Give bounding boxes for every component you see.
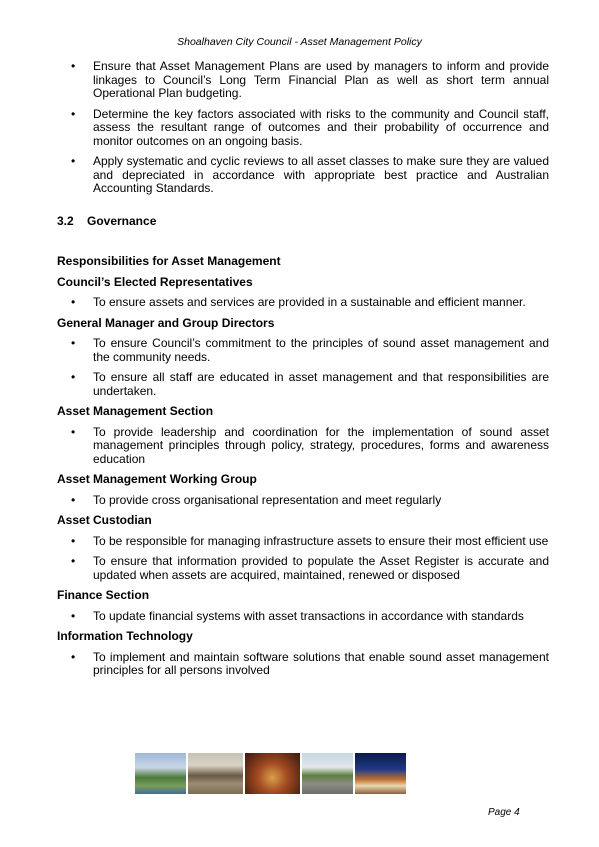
bullet-icon: • — [71, 492, 76, 507]
group-elected-representatives — [57, 276, 549, 310]
group-title: Asset Management Section — [57, 404, 214, 418]
photo-building-image — [188, 753, 243, 794]
page-content — [57, 60, 549, 685]
group-title: Council’s Elected Representatives — [57, 274, 253, 289]
page-number: Page 4 — [488, 807, 520, 818]
bullet-icon: • — [71, 424, 76, 439]
bullet-icon: • — [71, 554, 76, 568]
group-working-group — [57, 473, 549, 507]
intro-bullet-list — [57, 60, 549, 196]
section-title — [57, 215, 549, 229]
list-item: • To ensure Council’s commitment to the principles of sound asset management and the community needs. — [71, 336, 549, 364]
group-general-manager — [57, 317, 549, 399]
list-item: • To be responsible for managing infrastructure assets to ensure their most efficient use — [71, 533, 549, 548]
bullet-icon: • — [71, 106, 76, 121]
list-item: • To ensure assets and services are provided in a sustainable and efficient manner. — [71, 295, 526, 309]
list-item: • Apply systematic and cyclic reviews to all asset classes to make sure they are valued and depreciated in accordance with appropriate best practice and Australian Accounting Standards. — [71, 154, 549, 195]
photo-road-image — [302, 753, 353, 794]
list-item: • To update financial systems with asset transactions in accordance with standards — [71, 608, 524, 623]
list-item: • To provide leadership and coordination for the implementation of sound asset management principles through policy, strategy, procedures, forms and awareness education — [71, 424, 549, 466]
group-finance-section — [57, 589, 549, 623]
bullet-icon: • — [71, 608, 76, 623]
bullet-icon: • — [71, 336, 76, 350]
list-item: • To provide cross organisational representation and meet regularly — [71, 492, 442, 507]
list-item: • To ensure all staff are educated in asset management and that responsibilities are undertaken. — [71, 370, 549, 398]
group-title: Information Technology — [57, 629, 193, 643]
page-header: Shoalhaven City Council - Asset Management Policy — [177, 36, 422, 48]
group-asset-management-section — [57, 405, 549, 466]
group-asset-custodian — [57, 514, 549, 582]
bullet-icon: • — [71, 533, 76, 548]
photo-chamber-image — [245, 753, 300, 794]
group-title: Asset Custodian — [57, 513, 152, 527]
group-title: Finance Section — [57, 588, 150, 602]
responsibilities-heading: Responsibilities for Asset Management — [57, 254, 281, 268]
bullet-icon: • — [71, 370, 76, 384]
list-item: • Determine the key factors associated with risks to the community and Council staff, assess the resultant range of outcomes and their probability of occurrence and monitor outcomes on an ongoing basis. — [71, 106, 549, 148]
group-title: Asset Management Working Group — [57, 472, 257, 486]
bullet-icon: • — [71, 59, 76, 73]
bullet-icon: • — [71, 154, 76, 168]
photo-pool-image — [135, 753, 186, 794]
list-item: • To ensure that information provided to populate the Asset Register is accurate and updated when assets are acquired, maintained, renewed or disposed — [71, 554, 549, 582]
group-title: General Manager and Group Directors — [57, 315, 275, 330]
group-information-technology — [57, 630, 549, 678]
bullet-icon: • — [71, 295, 76, 309]
section-number: 3.2 — [57, 213, 74, 228]
list-item: • To implement and maintain software solutions that enable sound asset management principles for all persons involved — [71, 649, 549, 677]
bullet-icon: • — [71, 649, 76, 664]
section-heading: Governance — [87, 213, 157, 228]
photo-night-building-image — [355, 753, 406, 794]
footer-photo-strip — [135, 753, 406, 794]
list-item: • Ensure that Asset Management Plans are used by managers to inform and provide linkages to Council’s Long Term Financial Plan as well as short term annual Operational Plan budgeting. — [71, 59, 549, 100]
